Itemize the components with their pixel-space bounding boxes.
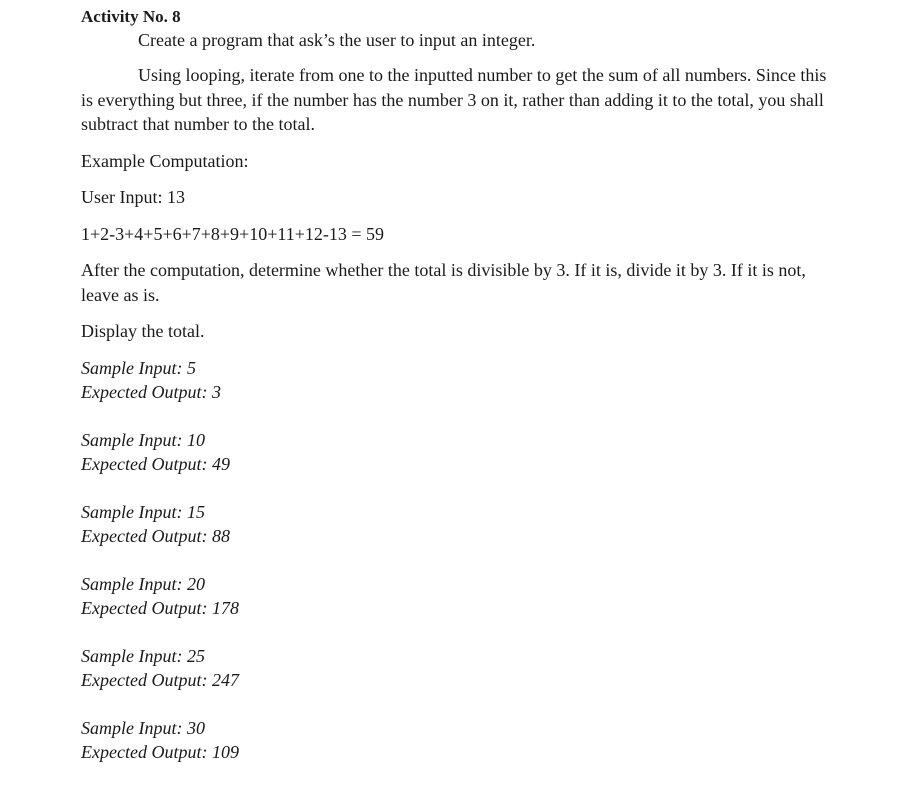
sample-input: Sample Input: 5 [81, 357, 196, 378]
sample-input: Sample Input: 30 [81, 717, 205, 738]
activity-title: Activity No. 8 [81, 7, 181, 26]
expected-output: Expected Output: 88 [81, 525, 230, 546]
sample-case-2 [81, 428, 841, 476]
description-rest: Since this is everything but three, if the number has the number 3 on it, rather than adding it to the total, you shall subtract that number to the total. [81, 65, 827, 134]
sample-case-6 [81, 716, 841, 764]
sample-input: Sample Input: 10 [81, 429, 205, 450]
expected-output: Expected Output: 178 [81, 597, 239, 618]
expected-output: Expected Output: 3 [81, 381, 221, 402]
sample-case-3 [81, 500, 841, 548]
sample-case-1 [81, 356, 841, 404]
example-heading: Example Computation: [81, 150, 249, 171]
divisibility-rule: After the computation, determine whether the total is divisible by 3. If it is, divide it by 3. If it is not, leave as is. [81, 260, 806, 305]
expected-output: Expected Output: 247 [81, 669, 239, 690]
display-instruction: Display the total. [81, 321, 205, 341]
sample-input: Sample Input: 15 [81, 501, 205, 522]
sample-case-4 [81, 572, 841, 620]
example-user-input: User Input: 13 [81, 187, 185, 207]
expected-output: Expected Output: 109 [81, 741, 239, 762]
example-computation: 1+2-3+4+5+6+7+8+9+10+11+12-13 = 59 [81, 223, 384, 244]
activity-description [81, 63, 841, 137]
sample-input: Sample Input: 20 [81, 573, 205, 594]
expected-output: Expected Output: 49 [81, 453, 230, 474]
sample-input: Sample Input: 25 [81, 645, 205, 666]
description-first-sentence: Using looping, iterate from one to the inputted number to get the sum of all numbers. [138, 65, 752, 85]
activity-intro: Create a program that ask’s the user to input an integer. [138, 30, 536, 50]
sample-case-5 [81, 644, 841, 692]
document-page [81, 6, 841, 764]
